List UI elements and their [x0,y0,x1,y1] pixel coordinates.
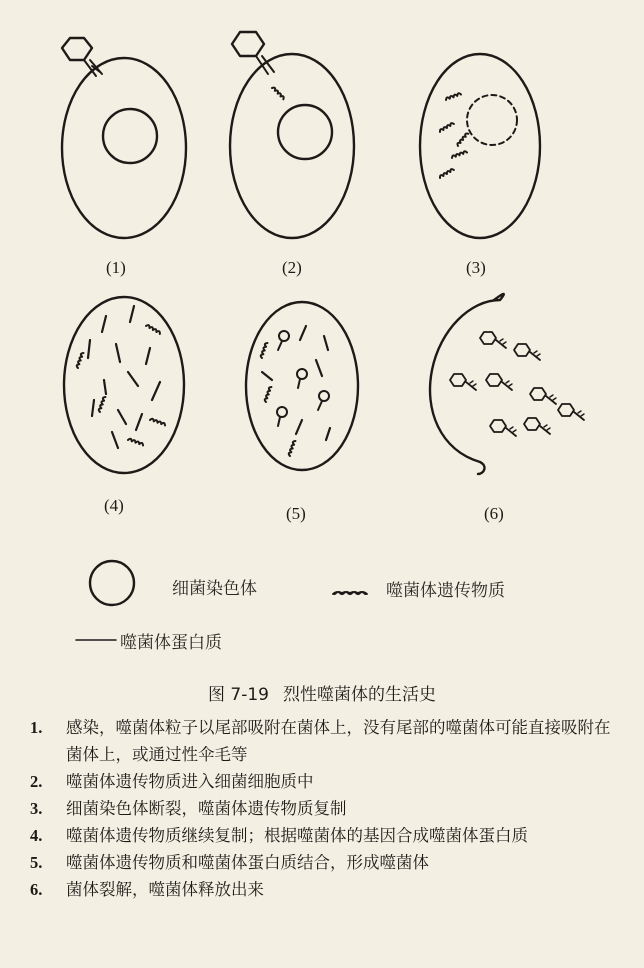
panel-label-3: (3) [466,258,486,277]
panel-3-replication [420,54,540,238]
released-phage [524,418,550,434]
phage-head-icon [232,32,264,56]
step-number: 1. [30,718,43,737]
legend-genetic-material-icon [334,592,366,594]
panel-label-1: (1) [106,258,126,277]
panel-label-4: (4) [104,496,124,515]
phage-dna-copy [439,168,454,178]
phage-proteins [262,326,330,440]
released-phage [480,332,506,348]
released-phage [514,344,540,360]
panel-5-assembly [246,302,358,470]
step-number: 4. [30,826,43,845]
phage-dna-copy [260,342,267,358]
figure-title: 烈性噬菌体的生活史 [283,685,436,705]
step-number: 6. [30,880,43,899]
panel-4-protein-synthesis [64,297,184,473]
phage-dna-copy [146,324,161,334]
panel-1-attachment [62,38,186,238]
legend-chromosome-icon [90,561,134,605]
phage-dna-copy [128,438,144,445]
phage-head-icon [62,38,92,60]
phage-dna-copy [445,93,461,100]
injected-genetic-material [272,87,285,100]
bacterium-cell [246,302,358,470]
step-number: 5. [30,853,43,872]
phage-dna-copy [456,132,468,146]
released-phage [490,420,516,436]
phage-dna-copy [439,122,454,132]
panel-label-5: (5) [286,504,306,523]
bacterium-cell [230,54,354,238]
phage-dna-copy [451,151,467,158]
assembled-phages [277,331,329,426]
panel-label-2: (2) [282,258,302,277]
step-item [30,714,620,768]
step-item [30,876,620,903]
step-number: 3. [30,799,43,818]
phage-dna-copy [264,386,271,402]
step-item [30,768,620,795]
step-text: 噬菌体遗传物质和噬菌体蛋白质结合，形成噬菌体 [66,853,429,872]
bacterial-chromosome [278,105,332,159]
released-phage [486,374,512,390]
broken-chromosome [467,95,517,145]
step-list [30,714,620,903]
step-text: 菌体裂解，噬菌体释放出来 [66,880,264,899]
phage-dna-copy [98,396,105,412]
step-text: 噬菌体遗传物质继续复制；根据噬菌体的基因合成噬菌体蛋白质 [66,826,528,845]
step-text: 感染，噬菌体粒子以尾部吸附在菌体上，没有尾部的噬菌体可能直接吸附在菌体上，或通过性伞毛等 [66,718,611,764]
released-phage [530,388,556,404]
bacterium-cell [62,58,186,238]
phage-dna-copy [76,352,83,368]
panel-2-injection [230,32,354,238]
step-item [30,822,620,849]
phage-tail [84,60,102,76]
legend-chromosome-label: 细菌染色体 [172,579,257,599]
step-text: 细菌染色体断裂，噬菌体遗传物质复制 [66,799,347,818]
panel-6-lysis [430,294,584,474]
legend-genetic-material-label: 噬菌体遗传物质 [386,581,505,601]
step-text: 噬菌体遗传物质进入细菌细胞质中 [66,772,314,791]
panel-label-6: (6) [484,504,504,523]
step-item [30,795,620,822]
bacterium-cell [64,297,184,473]
bacterium-cell [420,54,540,238]
step-item [30,849,620,876]
ruptured-cell-wall [430,294,504,474]
legend-protein-label: 噬菌体蛋白质 [120,633,222,653]
released-phage [450,374,476,390]
phage-dna-copy [288,440,295,456]
figure-number: 图 7-19 [208,685,269,705]
step-number: 2. [30,772,43,791]
bacterial-chromosome [103,109,157,163]
released-phage [558,404,584,420]
figure-caption [0,680,644,705]
phage-dna-copy [150,418,166,425]
